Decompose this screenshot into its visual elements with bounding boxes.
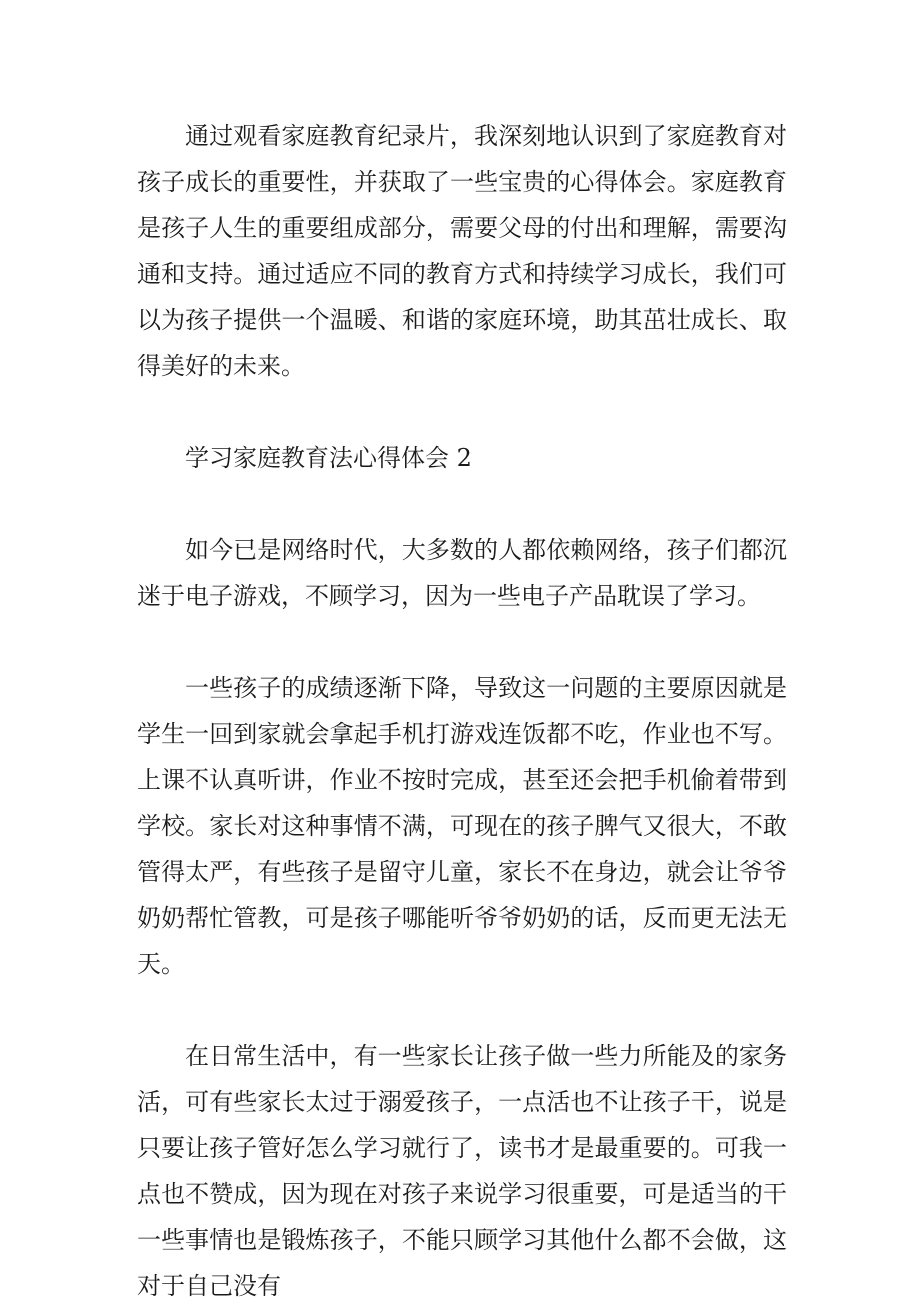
paragraph-internet-era: 如今已是网络时代，大多数的人都依赖网络，孩子们都沉迷于电子游戏，不顾学习，因为一些电子产品耽误了学习。 [137,536,787,610]
paragraph-household-chores: 在日常生活中，有一些家长让孩子做一些力所能及的家务活，可有些家长太过于溺爱孩子，一点活也不让孩子干，说是只要让孩子管好怎么学习就行了，读书才是最重要的。可我一点也不赞成，因为现在对孩子来说学习很重要，可是适当的干一些事情也是锻炼孩子，不能只顾学习其他什么都不会做，这对于自己没有 [137,1042,787,1300]
paragraph-documentary-reflection: 通过观看家庭教育纪录片，我深刻地认识到了家庭教育对孩子成长的重要性，并获取了一些宝贵的心得体会。家庭教育是孩子人生的重要组成部分，需要父母的付出和理解，需要沟通和支持。通过适应不同的教育方式和持续学习成长，我们可以为孩子提供一个温暖、和谐的家庭环境，助其茁壮成长、取得美好的未来。 [137,122,787,380]
paragraph-grades-decline: 一些孩子的成绩逐渐下降，导致这一问题的主要原因就是学生一回到家就会拿起手机打游戏连饭都不吃，作业也不写。上课不认真听讲，作业不按时完成，甚至还会把手机偷着带到学校。家长对这种事情不满，可现在的孩子脾气又很大，不敢管得太严，有些孩子是留守儿童，家长不在身边，就会让爷爷奶奶帮忙管教，可是孩子哪能听爷爷奶奶的话，反而更无法无天。 [137,674,787,978]
document-body [137,113,787,1309]
section-heading: 学习家庭教育法心得体会 2 [185,444,472,472]
